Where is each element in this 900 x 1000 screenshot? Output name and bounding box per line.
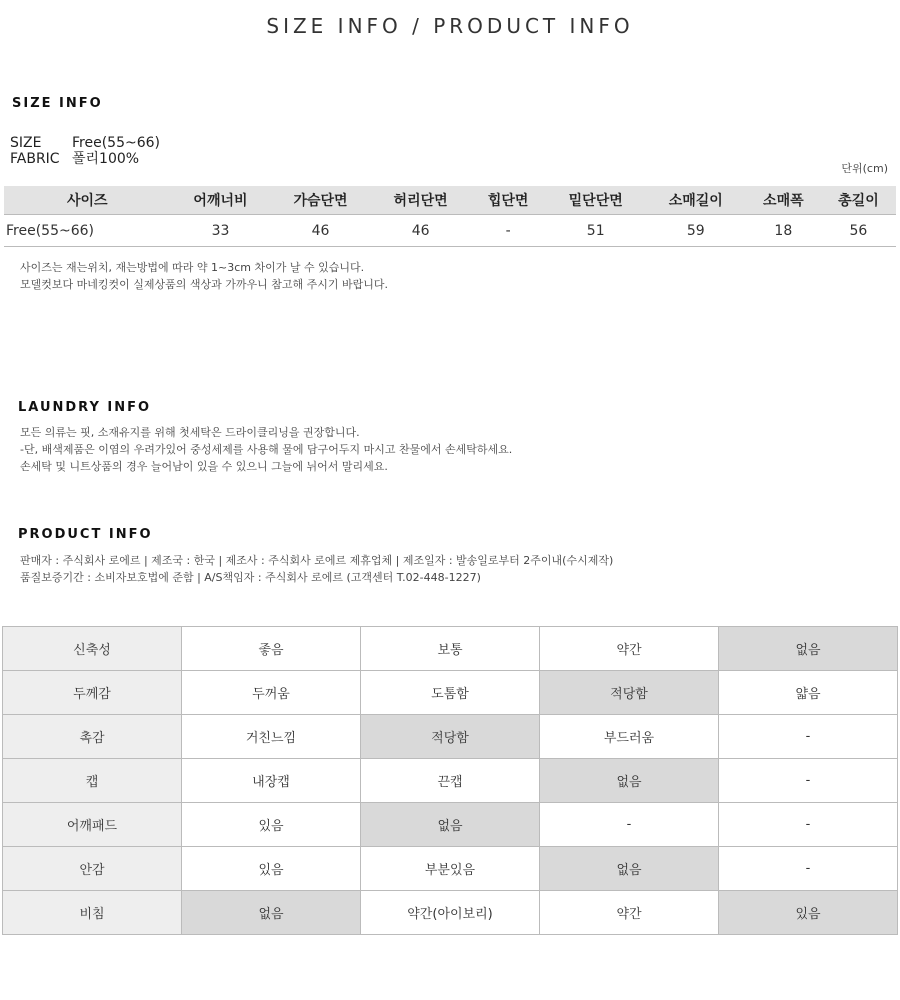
feature-option-selected: 적당함 [361, 715, 540, 759]
size-table-header [4, 186, 896, 215]
feature-option: 두꺼움 [182, 671, 361, 715]
table-cell: - [471, 215, 546, 247]
feature-option: 있음 [182, 847, 361, 891]
table-cell: 59 [646, 215, 746, 247]
note-line: 사이즈는 재는위치, 재는방법에 따라 약 1~3cm 차이가 날 수 있습니다. [20, 261, 365, 274]
feature-option: 끈캡 [361, 759, 540, 803]
feature-row [3, 891, 898, 935]
feature-option-selected: 없음 [540, 759, 719, 803]
feature-option: - [719, 715, 898, 759]
table-row [4, 215, 896, 247]
fabric-key: FABRIC [10, 151, 60, 167]
feature-option-selected: 적당함 [540, 671, 719, 715]
size-spec [10, 135, 160, 151]
unit-label: 단위(cm) [841, 162, 888, 175]
feature-table [2, 626, 898, 935]
laundry-info-heading: LAUNDRY INFO [18, 400, 152, 415]
feature-option: - [719, 847, 898, 891]
header-cell: 총길이 [821, 186, 896, 215]
feature-row [3, 627, 898, 671]
size-key: SIZE [10, 135, 42, 151]
feature-option: 거친느낌 [182, 715, 361, 759]
header-cell: 허리단면 [371, 186, 471, 215]
feature-option-selected: 없음 [182, 891, 361, 935]
feature-option: 보통 [361, 627, 540, 671]
size-notes [20, 259, 388, 293]
feature-option: 부분있음 [361, 847, 540, 891]
feature-row [3, 803, 898, 847]
table-cell: 46 [271, 215, 371, 247]
note-line: 모델컷보다 마네킹컷이 실제상품의 색상과 가까우니 참고해 주시기 바랍니다. [20, 278, 389, 291]
feature-option: 좋음 [182, 627, 361, 671]
feature-option: 도톰함 [361, 671, 540, 715]
feature-option: 약간(아이보리) [361, 891, 540, 935]
table-cell: 51 [546, 215, 646, 247]
page-title: SIZE INFO / PRODUCT INFO [266, 14, 634, 38]
header-cell: 밑단단면 [546, 186, 646, 215]
fabric-spec [10, 151, 139, 167]
header-cell: 사이즈 [4, 186, 170, 215]
feature-row [3, 759, 898, 803]
laundry-line: 모든 의류는 핏, 소재유지를 위해 첫세탁은 드라이클리닝을 권장합니다. [20, 426, 360, 439]
table-cell: Free(55~66) [4, 215, 170, 247]
feature-label: 어깨패드 [3, 803, 182, 847]
feature-option: 약간 [540, 891, 719, 935]
feature-row [3, 671, 898, 715]
header-cell: 힙단면 [471, 186, 546, 215]
feature-option-selected: 없음 [719, 627, 898, 671]
feature-option: - [719, 759, 898, 803]
feature-label: 신축성 [3, 627, 182, 671]
header-cell: 어깨너비 [170, 186, 270, 215]
feature-option: - [719, 803, 898, 847]
table-cell: 33 [170, 215, 270, 247]
product-line: 품질보증기간 : 소비자보호법에 준함 | A/S책임자 : 주식회사 로에르 (고객센터 T.02-448-1227) [20, 571, 481, 584]
feature-row [3, 847, 898, 891]
product-text [20, 552, 613, 586]
table-cell: 18 [746, 215, 821, 247]
header-cell: 가슴단면 [271, 186, 371, 215]
header-cell: 소매폭 [746, 186, 821, 215]
fabric-value: 폴리100% [72, 151, 140, 167]
feature-option: 약간 [540, 627, 719, 671]
feature-option: 얇음 [719, 671, 898, 715]
feature-option-selected: 없음 [361, 803, 540, 847]
feature-option: 있음 [182, 803, 361, 847]
size-value: Free(55~66) [72, 135, 160, 151]
feature-label: 캡 [3, 759, 182, 803]
feature-option: 부드러움 [540, 715, 719, 759]
laundry-line: 손세탁 및 니트상품의 경우 늘어남이 있을 수 있으니 그늘에 뉘어서 말리세요. [20, 460, 388, 473]
feature-option: - [540, 803, 719, 847]
header-cell: 소매길이 [646, 186, 746, 215]
feature-label: 두께감 [3, 671, 182, 715]
feature-row [3, 715, 898, 759]
product-line: 판매자 : 주식회사 로에르 | 제조국 : 한국 | 제조사 : 주식회사 로에르 제휴업체 | 제조일자 : 발송일로부터 2주이내(수시제작) [20, 554, 614, 567]
table-cell: 56 [821, 215, 896, 247]
size-info-heading: SIZE INFO [12, 96, 103, 111]
product-info-heading: PRODUCT INFO [18, 527, 153, 542]
feature-option: 내장캡 [182, 759, 361, 803]
feature-label: 촉감 [3, 715, 182, 759]
laundry-text [20, 424, 512, 475]
feature-label: 안감 [3, 847, 182, 891]
table-cell: 46 [371, 215, 471, 247]
size-table [4, 186, 896, 247]
feature-option-selected: 없음 [540, 847, 719, 891]
feature-label: 비침 [3, 891, 182, 935]
feature-option-selected: 있음 [719, 891, 898, 935]
laundry-line: -단, 배색제품은 이염의 우려가있어 중성세제를 사용해 물에 담구어두지 마시고 찬물에서 손세탁하세요. [20, 443, 513, 456]
